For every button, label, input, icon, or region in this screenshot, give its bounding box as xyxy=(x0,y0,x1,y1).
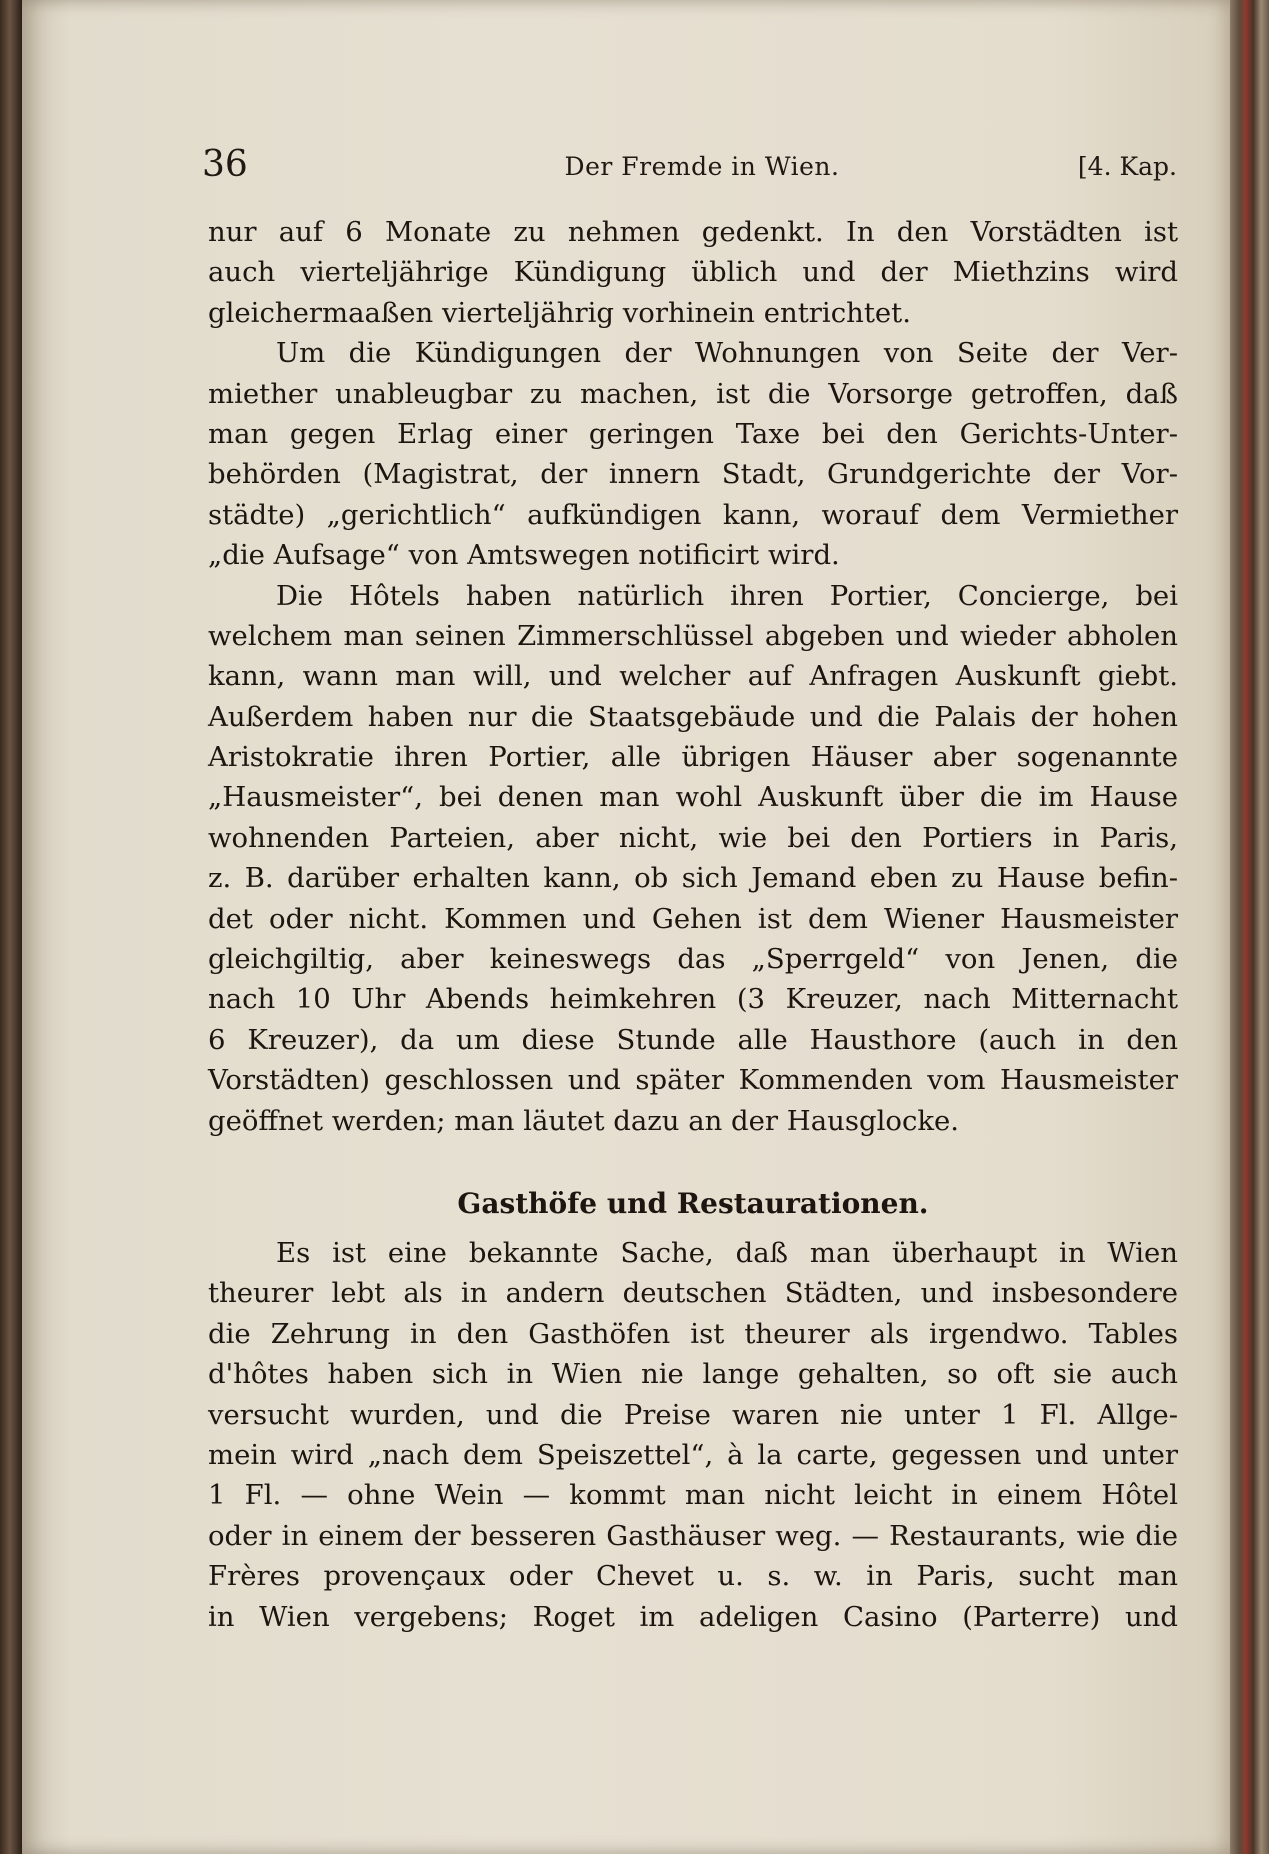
running-title: Der Fremde in Wien. xyxy=(564,152,840,181)
text-line: gleichgiltig, aber keineswegs das „Sperrgeld“ von Jenen, die xyxy=(208,943,1178,976)
text-line: behörden (Magistrat, der innern Stadt, Grundgerichte der Vor- xyxy=(208,458,1178,491)
text-line: kann, wann man will, und welcher auf Anfragen Auskunft giebt. xyxy=(208,660,1178,693)
text-line: 1 Fl. — ohne Wein — kommt man nicht leicht in einem Hôtel xyxy=(208,1479,1178,1512)
text-line: wohnenden Parteien, aber nicht, wie bei den Portiers in Paris, xyxy=(208,821,1178,854)
text-line: versucht wurden, und die Preise waren nie unter 1 Fl. Allge- xyxy=(208,1398,1178,1431)
page-header xyxy=(202,144,1177,194)
section-heading: Gasthöfe und Restaurationen. xyxy=(457,1186,929,1220)
text-line: Es ist eine bekannte Sache, daß man überhaupt in Wien xyxy=(276,1236,1178,1269)
page-edges xyxy=(1230,0,1269,1854)
chapter-label: [4. Kap. xyxy=(1077,152,1177,181)
text-line: geöffnet werden; man läutet dazu an der Hausglocke. xyxy=(208,1104,960,1137)
text-line: „die Aufsage“ von Amtswegen notificirt wird. xyxy=(208,539,840,572)
text-line: Die Hôtels haben natürlich ihren Portier, Concierge, bei xyxy=(276,579,1178,612)
text-line: mein wird „nach dem Speiszettel“, à la carte, gegessen und unter xyxy=(208,1438,1178,1471)
page-number: 36 xyxy=(202,144,248,185)
text-line: Aristokratie ihren Portier, alle übrigen Häuser aber sogenannte xyxy=(208,741,1178,774)
text-line: Frères provençaux oder Chevet u. s. w. in Paris, sucht man xyxy=(208,1560,1178,1593)
text-line: die Zehrung in den Gasthöfen ist theurer als irgendwo. Tables xyxy=(208,1317,1178,1350)
text-line: nur auf 6 Monate zu nehmen gedenkt. In den Vorstädten ist xyxy=(208,216,1178,248)
text-line: auch vierteljährige Kündigung üblich und der Miethzins wird xyxy=(208,256,1178,289)
text-line: gleichermaaßen vierteljährig vorhinein entrichtet. xyxy=(208,296,911,329)
text-line: det oder nicht. Kommen und Gehen ist dem Wiener Hausmeister xyxy=(208,902,1178,935)
text-line: theurer lebt als in andern deutschen Städten, und insbesondere xyxy=(208,1277,1178,1310)
text-line: in Wien vergebens; Roget im adeligen Casino (Parterre) und xyxy=(208,1600,1178,1633)
text-line: städte) „gerichtlich“ aufkündigen kann, worauf dem Vermiether xyxy=(208,498,1178,531)
text-line: „Hausmeister“, bei denen man wohl Auskunft über die im Hause xyxy=(208,781,1178,814)
text-line: miether unableugbar zu machen, ist die Vorsorge getroffen, daß xyxy=(208,377,1178,410)
text-line: Vorstädten) geschlossen und später Kommenden vom Hausmeister xyxy=(208,1064,1178,1097)
text-line: oder in einem der besseren Gasthäuser weg. — Restaurants, wie die xyxy=(208,1519,1178,1552)
text-line: 6 Kreuzer), da um diese Stunde alle Hausthore (auch in den xyxy=(208,1023,1178,1056)
book-spine xyxy=(0,0,22,1854)
text-line: man gegen Erlag einer geringen Taxe bei den Gerichts-Unter- xyxy=(208,417,1178,450)
text-line: z. B. darüber erhalten kann, ob sich Jemand eben zu Hause befin- xyxy=(208,862,1178,895)
text-line: d'hôtes haben sich in Wien nie lange gehalten, so oft sie auch xyxy=(208,1358,1178,1391)
text-line: Außerdem haben nur die Staatsgebäude und die Palais der hohen xyxy=(208,700,1178,733)
body-text xyxy=(208,212,1178,1637)
text-line: welchem man seinen Zimmerschlüssel abgeben und wieder abholen xyxy=(208,619,1178,652)
text-line: nach 10 Uhr Abends heimkehren (3 Kreuzer, nach Mitternacht xyxy=(208,983,1178,1016)
text-line: Um die Kündigungen der Wohnungen von Seite der Ver- xyxy=(276,337,1178,370)
